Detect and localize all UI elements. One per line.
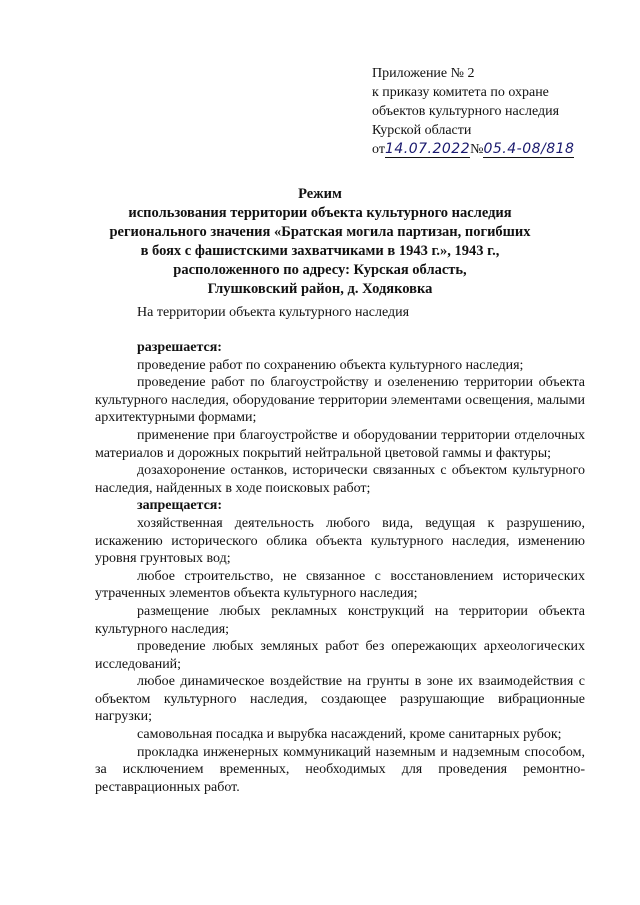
allowed-item: проведение работ по благоустройству и озеленению территории объекта культурного наследия, оборудование территории элементами освещения, малыми архитектурными формами; (95, 375, 585, 426)
forbidden-item: проведение любых земляных работ без опережающих археологических исследований; (95, 639, 585, 672)
forbidden-item: самовольная посадка и вырубка насаждений, кроме санитарных рубок; (137, 727, 562, 743)
forbidden-item: размещение любых рекламных конструкций на территории объекта культурного наследия; (95, 603, 585, 637)
annex-region: Курской области (372, 123, 472, 138)
allowed-item: проведение работ по сохранению объекта культурного наследия; (137, 357, 524, 373)
document-title (96, 185, 544, 299)
allowed-item: применение при благоустройстве и оборудовании территории отделочных материалов и дорожных покрытий нейтральной цветовой гаммы и фактуры; (95, 427, 585, 461)
forbidden-item: прокладка инженерных коммуникаций наземным и надземным способом, за исключением временных, необходимых для проведения ремонтно-реставрационных работ. (95, 744, 585, 795)
allowed-item: дозахоронение останков, исторически связанных с объектом культурного наследия, найденных в ходе поисковых работ; (95, 463, 585, 496)
order-from-prefix: от (372, 142, 385, 157)
order-date-handwritten: 14.07.2022 (384, 141, 471, 157)
order-number-sign: № (470, 142, 484, 157)
annex-order-ref: к приказу комитета по охране (372, 85, 549, 100)
title-line-2: использования территории объекта культурного наследия (128, 205, 512, 221)
forbidden-item: любое строительство, не связанное с восстановлением исторических утраченных элементов объекта культурного наследия; (95, 568, 585, 602)
intro-text: На территории объекта культурного наследия (137, 305, 410, 320)
forbidden-heading: запрещается: (137, 498, 223, 514)
annex-order-date-number (372, 140, 622, 159)
title-line-1: Режим (298, 186, 342, 202)
forbidden-item: любое динамическое воздействие на грунты в зоне их взаимодействия с объектом культурного наследия, создающее разрушающие вибрационные нагрузки; (95, 674, 585, 725)
order-number-handwritten: 05.4-08/818 (483, 141, 575, 157)
title-line-5: расположенного по адресу: Курская область, (173, 262, 467, 278)
annex-header (372, 64, 622, 159)
allowed-heading: разрешается: (137, 340, 222, 355)
annex-title: Приложение № 2 (372, 66, 475, 81)
annex-committee: объектов культурного наследия (372, 104, 560, 119)
title-line-4: в боях с фашистскими захватчиками в 1943 г.», 1943 г., (140, 243, 500, 259)
title-line-3: регионального значения «Братская могила партизан, погибших (109, 224, 531, 240)
forbidden-item: хозяйственная деятельность любого вида, ведущая к разрушению, искажению исторического облика объекта культурного наследия, изменению уровня грунтовых вод; (95, 515, 585, 567)
regime-body (95, 339, 585, 796)
title-line-6: Глушковский район, д. Ходяковка (207, 281, 433, 297)
